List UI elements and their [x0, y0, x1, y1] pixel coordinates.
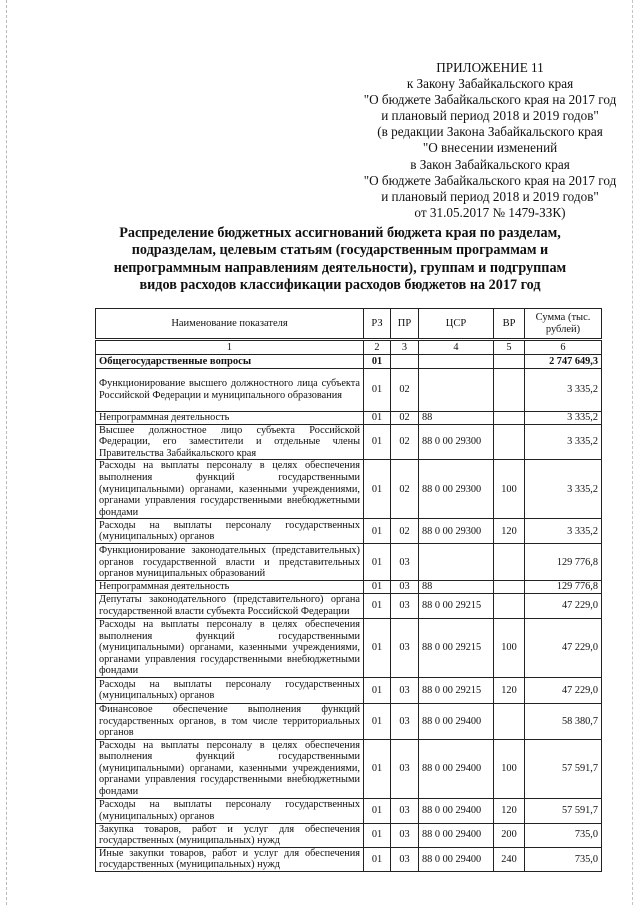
table-row — [96, 581, 602, 594]
row-rz: 01 — [364, 369, 391, 412]
table-row — [96, 460, 602, 519]
row-sum: 47 229,0 — [525, 593, 602, 618]
scan-edge-left — [6, 0, 7, 905]
row-vr — [494, 544, 525, 581]
row-vr — [494, 581, 525, 594]
row-sum: 57 591,7 — [525, 739, 602, 798]
row-csr: 88 — [419, 412, 494, 425]
row-pr: 03 — [391, 739, 419, 798]
table-row — [96, 369, 602, 412]
row-sum: 129 776,8 — [525, 581, 602, 594]
row-csr: 88 0 00 29300 — [419, 519, 494, 544]
row-name: Непрограммная деятельность — [96, 581, 364, 594]
row-csr: 88 0 00 29215 — [419, 593, 494, 618]
row-sum: 2 747 649,3 — [525, 355, 602, 369]
row-sum: 3 335,2 — [525, 519, 602, 544]
row-sum: 3 335,2 — [525, 369, 602, 412]
row-vr: 120 — [494, 677, 525, 703]
appendix-line: "О внесении изменений — [422, 140, 558, 156]
row-csr: 88 0 00 29400 — [419, 739, 494, 798]
table-row — [96, 355, 602, 369]
row-vr — [494, 703, 525, 739]
row-sum: 47 229,0 — [525, 618, 602, 677]
row-name: Непрограммная деятельность — [96, 412, 364, 425]
row-csr: 88 0 00 29400 — [419, 847, 494, 871]
row-csr — [419, 369, 494, 412]
appendix-line: в Закон Забайкальского края — [410, 156, 570, 172]
row-rz: 01 — [364, 593, 391, 618]
header-vr: ВР — [494, 309, 525, 340]
row-rz: 01 — [364, 798, 391, 823]
table-header-row — [96, 309, 602, 340]
row-name: Финансовое обеспечение выполнения функций государственных органов, в том числе территориальных органов — [96, 703, 364, 739]
row-pr: 03 — [391, 677, 419, 703]
row-csr: 88 0 00 29400 — [419, 703, 494, 739]
row-rz: 01 — [364, 581, 391, 594]
row-name: Функционирование высшего должностного лица субъекта Российской Федерации и муниципального образования — [96, 369, 364, 412]
appendix-line: (в редакции Закона Забайкальского края — [377, 124, 603, 140]
title-line: непрограммным направлениям деятельности), группам и подгруппам — [113, 259, 567, 276]
row-pr: 03 — [391, 581, 419, 594]
row-pr — [391, 355, 419, 369]
row-name: Функционирование законодательных (представительных) органов государственной власти и представительных органов муниципальных образований — [96, 544, 364, 581]
row-csr — [419, 355, 494, 369]
row-csr: 88 0 00 29300 — [419, 424, 494, 460]
row-rz: 01 — [364, 355, 391, 369]
row-csr: 88 0 00 29400 — [419, 823, 494, 847]
row-sum: 47 229,0 — [525, 677, 602, 703]
table-row — [96, 424, 602, 460]
row-rz: 01 — [364, 544, 391, 581]
appendix-line: и плановый период 2018 и 2019 годов" — [381, 108, 599, 124]
column-number: 5 — [494, 340, 525, 355]
row-rz: 01 — [364, 677, 391, 703]
appendix-line: "О бюджете Забайкальского края на 2017 год — [363, 172, 617, 188]
appendix-line: и плановый период 2018 и 2019 годов" — [381, 188, 599, 204]
row-sum: 129 776,8 — [525, 544, 602, 581]
row-rz: 01 — [364, 519, 391, 544]
row-csr: 88 0 00 29215 — [419, 618, 494, 677]
table-row — [96, 739, 602, 798]
row-csr: 88 0 00 29215 — [419, 677, 494, 703]
table-row — [96, 677, 602, 703]
row-vr: 100 — [494, 460, 525, 519]
table-row — [96, 593, 602, 618]
row-sum: 57 591,7 — [525, 798, 602, 823]
title-line: видов расходов классификации расходов бюджетов на 2017 год — [139, 277, 541, 294]
row-rz: 01 — [364, 703, 391, 739]
header-sum: Сумма (тыс. рублей) — [525, 309, 602, 340]
row-csr: 88 0 00 29300 — [419, 460, 494, 519]
row-sum: 58 380,7 — [525, 703, 602, 739]
row-vr — [494, 369, 525, 412]
header-pr: ПР — [391, 309, 419, 340]
appendix-line: ПРИЛОЖЕНИЕ 11 — [436, 60, 544, 75]
table-row — [96, 544, 602, 581]
row-vr: 120 — [494, 519, 525, 544]
row-pr: 03 — [391, 847, 419, 871]
row-name: Высшее должностное лицо субъекта Российской Федерации, его заместители и отдельные члены Правительства Забайкальского края — [96, 424, 364, 460]
row-name: Закупка товаров, работ и услуг для обеспечения государственных (муниципальных) нужд — [96, 823, 364, 847]
row-vr — [494, 355, 525, 369]
row-sum: 735,0 — [525, 823, 602, 847]
table-row — [96, 847, 602, 871]
row-pr: 02 — [391, 460, 419, 519]
row-vr — [494, 412, 525, 425]
row-name: Иные закупки товаров, работ и услуг для обеспечения государственных (муниципальных) нужд — [96, 847, 364, 871]
row-csr: 88 — [419, 581, 494, 594]
row-sum: 3 335,2 — [525, 412, 602, 425]
row-pr: 03 — [391, 618, 419, 677]
row-name: Расходы на выплаты персоналу в целях обеспечения выполнения функций государственными (муниципальными) органами, казенными учреждениями, органами управления государственными внебюджетными фондами — [96, 618, 364, 677]
appendix-line: к Закону Забайкальского края — [406, 76, 574, 92]
row-rz: 01 — [364, 847, 391, 871]
column-number: 6 — [525, 340, 602, 355]
row-rz: 01 — [364, 618, 391, 677]
row-rz: 01 — [364, 460, 391, 519]
table-row — [96, 798, 602, 823]
row-rz: 01 — [364, 739, 391, 798]
document-title — [100, 225, 580, 295]
row-name: Расходы на выплаты персоналу государственных (муниципальных) органов — [96, 798, 364, 823]
column-number: 4 — [419, 340, 494, 355]
table-row — [96, 412, 602, 425]
title-line: Распределение бюджетных ассигнований бюджета края по разделам, — [119, 225, 561, 241]
appendix-header — [340, 60, 640, 221]
row-vr — [494, 593, 525, 618]
row-name: Общегосударственные вопросы — [96, 355, 364, 369]
row-vr: 120 — [494, 798, 525, 823]
row-pr: 02 — [391, 519, 419, 544]
title-line: подразделам, целевым статьям (государственным программам и — [131, 242, 549, 259]
row-name: Расходы на выплаты персоналу в целях обеспечения выполнения функций государственными (муниципальными) органами, казенными учреждениями, органами управления государственными внебюджетными фондами — [96, 739, 364, 798]
row-pr: 02 — [391, 412, 419, 425]
row-rz: 01 — [364, 412, 391, 425]
row-name: Расходы на выплаты персоналу государственных (муниципальных) органов — [96, 519, 364, 544]
row-name: Расходы на выплаты персоналу государственных (муниципальных) органов — [96, 677, 364, 703]
row-vr: 200 — [494, 823, 525, 847]
appendix-line: от 31.05.2017 № 1479-ЗЗК) — [414, 204, 566, 220]
row-csr: 88 0 00 29400 — [419, 798, 494, 823]
table-row — [96, 618, 602, 677]
column-number: 1 — [96, 340, 364, 355]
row-pr: 03 — [391, 593, 419, 618]
column-number: 3 — [391, 340, 419, 355]
row-sum: 3 335,2 — [525, 460, 602, 519]
row-sum: 735,0 — [525, 847, 602, 871]
row-pr: 02 — [391, 424, 419, 460]
row-pr: 03 — [391, 544, 419, 581]
row-rz: 01 — [364, 823, 391, 847]
table-row — [96, 519, 602, 544]
row-rz: 01 — [364, 424, 391, 460]
budget-table — [95, 308, 602, 872]
row-pr: 03 — [391, 798, 419, 823]
table-row — [96, 703, 602, 739]
row-vr — [494, 424, 525, 460]
appendix-line: "О бюджете Забайкальского края на 2017 год — [363, 92, 617, 108]
header-name: Наименование показателя — [96, 309, 364, 340]
table-row — [96, 823, 602, 847]
column-number-row — [96, 340, 602, 355]
column-number: 2 — [364, 340, 391, 355]
row-pr: 02 — [391, 369, 419, 412]
header-csr: ЦСР — [419, 309, 494, 340]
row-vr: 100 — [494, 739, 525, 798]
row-pr: 03 — [391, 703, 419, 739]
row-vr: 240 — [494, 847, 525, 871]
row-csr — [419, 544, 494, 581]
row-sum: 3 335,2 — [525, 424, 602, 460]
row-name: Расходы на выплаты персоналу в целях обеспечения выполнения функций государственными (муниципальными) органами, казенными учреждениями, органами управления государственными внебюджетными фондами — [96, 460, 364, 519]
header-rz: РЗ — [364, 309, 391, 340]
row-name: Депутаты законодательного (представительного) органа государственной власти субъекта Российской Федерации — [96, 593, 364, 618]
row-pr: 03 — [391, 823, 419, 847]
row-vr: 100 — [494, 618, 525, 677]
